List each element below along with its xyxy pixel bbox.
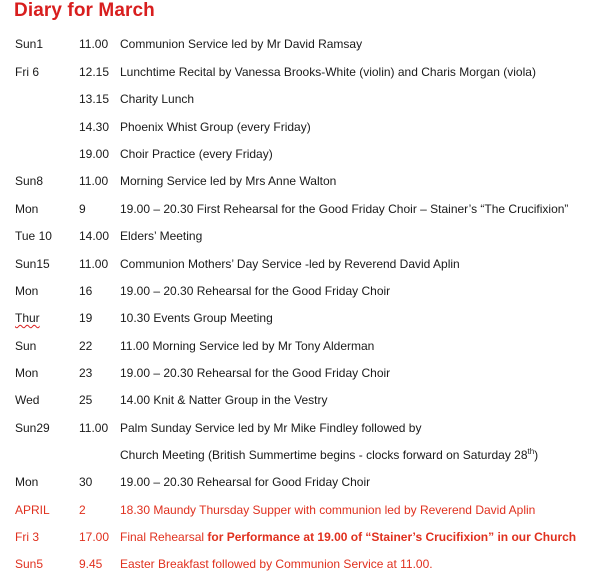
entry-day: Mon: [15, 366, 39, 380]
entry-time: 11.00: [79, 174, 109, 188]
entry-day: Wed: [15, 393, 40, 407]
ordinal-suffix: th: [527, 447, 535, 456]
entry-description: Easter Breakfast followed by Communion Service at 11.00.: [120, 557, 433, 571]
entry-day: Sun29: [15, 421, 50, 435]
entry-description: 19.00 – 20.30 Rehearsal for the Good Friday Choir: [120, 284, 391, 298]
entry-day: Sun8: [15, 174, 44, 188]
entry-time: 11.00: [79, 421, 109, 435]
entry-description: Palm Sunday Service led by Mr Mike Findley followed by: [120, 421, 422, 435]
entry-time: 12.15: [79, 65, 110, 79]
entry-description: Communion Service led by Mr David Ramsay: [120, 37, 363, 51]
entry-day: Mon: [15, 284, 39, 298]
entry-day: Thur: [15, 311, 40, 325]
closing-parenthesis: ): [534, 448, 539, 462]
entry-time: 16: [79, 284, 93, 298]
entry-day: Fri 6: [15, 65, 39, 79]
entry-day: Sun5: [15, 557, 44, 571]
entry-description: Phoenix Whist Group (every Friday): [120, 120, 311, 134]
entry-time: 17.00: [79, 530, 110, 544]
entry-description: 11.00 Morning Service led by Mr Tony Alderman: [120, 339, 375, 353]
entry-time: 19.00: [79, 147, 110, 161]
entry-description: Communion Mothers’ Day Service -led by Reverend David Aplin: [120, 257, 460, 271]
entry-day: Sun15: [15, 257, 50, 271]
entry-description: 19.00 – 20.30 Rehearsal for the Good Friday Choir: [120, 366, 391, 380]
entry-description: 19.00 – 20.30 Rehearsal for Good Friday Choir: [120, 475, 371, 489]
entry-time: 23: [79, 366, 93, 380]
entry-description-bold: for Performance at 19.00 of “Stainer’s Crucifixion” in our Church: [207, 530, 577, 544]
entry-description: Morning Service led by Mrs Anne Walton: [120, 174, 337, 188]
entry-day: Sun1: [15, 37, 44, 51]
entry-time: 11.00: [79, 37, 109, 51]
entry-description-text: Final Rehearsal: [120, 530, 208, 544]
entry-description: 19.00 – 20.30 First Rehearsal for the Good Friday Choir – Stainer’s “The Crucifixion”: [120, 202, 569, 216]
entry-time: 11.00: [79, 257, 109, 271]
entry-description: Lunchtime Recital by Vanessa Brooks-White (violin) and Charis Morgan (viola): [120, 65, 536, 79]
entry-description: 18.30 Maundy Thursday Supper with communion led by Reverend David Aplin: [120, 503, 536, 517]
entry-description-text: Church Meeting (British Summertime begins - clocks forward on Saturday 28: [120, 448, 528, 462]
entry-time: 19: [79, 311, 93, 325]
entry-time: 9.45: [79, 557, 103, 571]
entry-time: 9: [79, 202, 86, 216]
entry-day: Mon: [15, 202, 39, 216]
entry-time: 14.00: [79, 229, 110, 243]
entry-day: APRIL: [15, 503, 50, 517]
entry-description: Charity Lunch: [120, 92, 195, 106]
page-title: Diary for March: [14, 0, 155, 21]
entry-description: Choir Practice (every Friday): [120, 147, 273, 161]
entry-day: Mon: [15, 475, 39, 489]
entry-time: 25: [79, 393, 93, 407]
entry-time: 22: [79, 339, 93, 353]
entry-description: Elders’ Meeting: [120, 229, 203, 243]
entry-description: [120, 445, 538, 465]
entry-day: Tue 10: [15, 229, 52, 243]
entry-description: [120, 527, 576, 547]
entry-description: 14.00 Knit & Natter Group in the Vestry: [120, 393, 328, 407]
entry-time: 13.15: [79, 92, 110, 106]
entry-time: 2: [79, 503, 86, 517]
entry-time: 14.30: [79, 120, 110, 134]
entry-day: Sun: [15, 339, 37, 353]
entry-description: 10.30 Events Group Meeting: [120, 311, 273, 325]
entry-day: Fri 3: [15, 530, 39, 544]
entry-time: 30: [79, 475, 93, 489]
